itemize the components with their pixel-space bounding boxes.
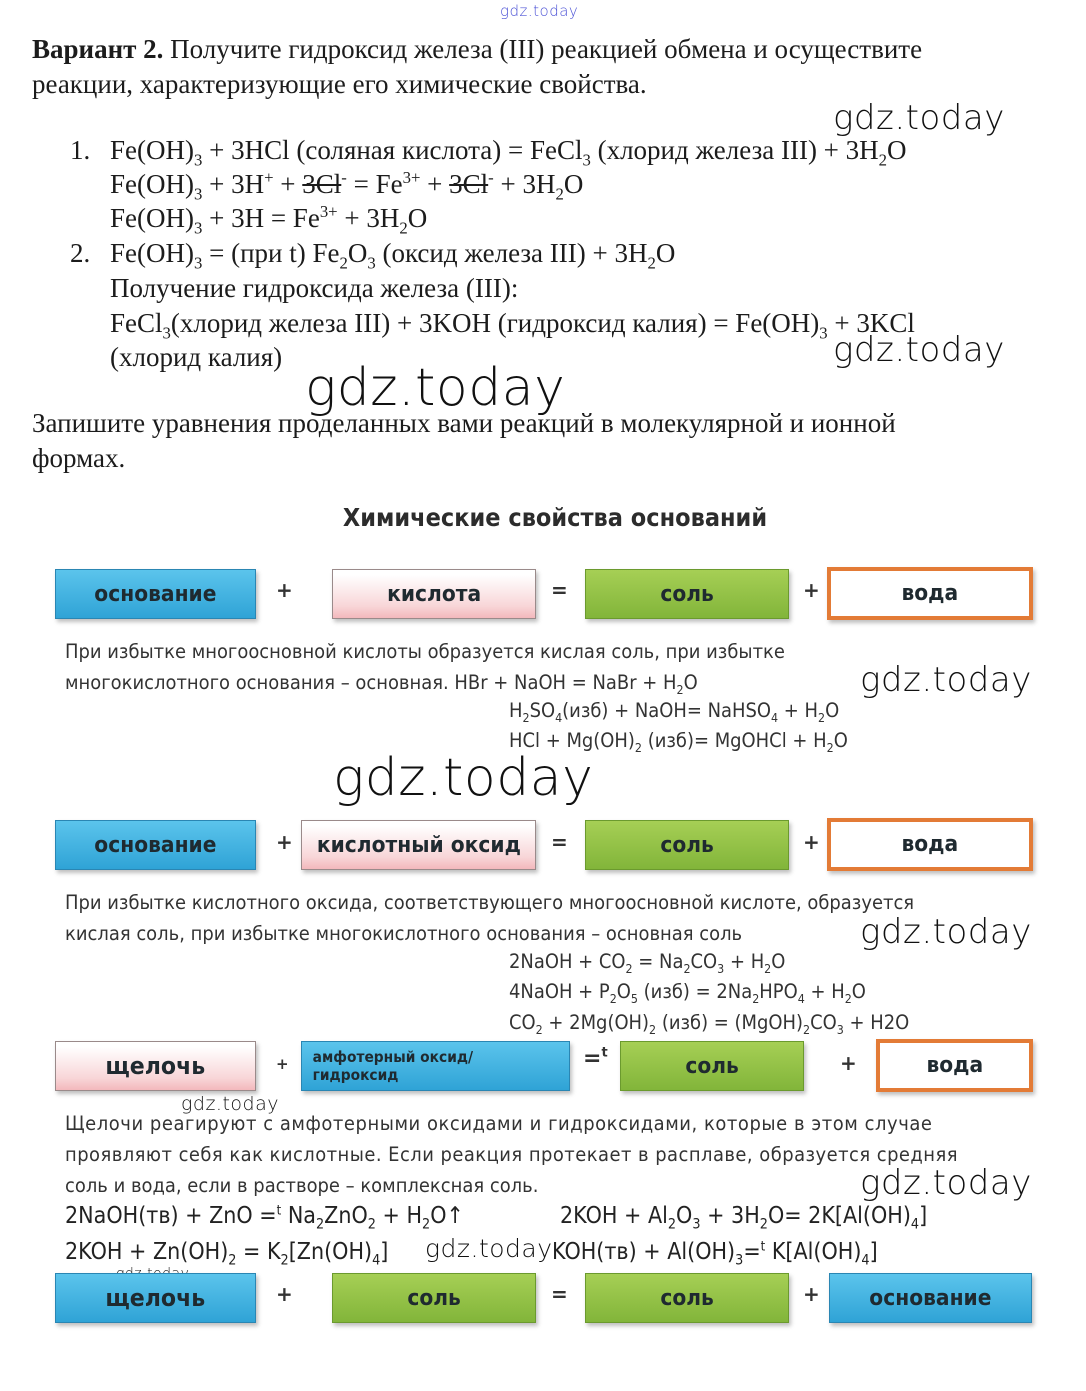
answer-number: 1. [70,135,91,165]
watermark: gdz.today [860,912,1032,952]
term-base: основание [55,569,256,619]
row3-description-line2: проявляют себя как кислотные. Если реакция протекает в расплаве, образуется средняя [65,1143,958,1166]
row2-equation-3: $CO_2 + 2Mg(OH)_2$ $(изб) = (MgOH)_2CO_3 + H2O$ [509,1011,910,1037]
row2-equation-2: 4NaOH + $P_2O_5$ $(изб) = 2Na_2HPO_4 + H_2O$ [509,980,866,1006]
row1-equation-2: $H_2SO_4(изб)$ + NaOH= NaHSO$_4$ + $H_2O$ [509,699,840,725]
answer-1-line-2: $Fe(OH)_3 + 3H^+ + 3Cl^- = Fe^{3+} + 3Cl^- + 3H_2O$ [110,168,584,204]
task-title [32,32,922,66]
watermark-top: gdz.today [500,2,579,20]
term-salt: соль [332,1273,536,1323]
term-base: основание [55,820,256,870]
plus-operator: + [276,1282,293,1306]
instruction-line1: Запишите уравнения проделанных вами реакций в молекулярной и ионной [32,408,896,438]
term-amphoteric: амфотерный оксид/гидроксид [301,1041,570,1091]
variant-label: Вариант 2. [32,34,164,64]
term-water: вода [827,818,1033,871]
row1-description-line2: многокислотного основания – основная. HBr + NaOH = NaBr + $H_2O$ [65,671,698,697]
watermark: gdz.today [860,1163,1032,1203]
row3-equation-2: $2KOH + Al_2O_3 + 3H_2O= 2K[Al(OH)_4]$ [560,1203,928,1233]
term-salt: соль [585,1273,789,1323]
equals-operator: = [551,1282,568,1306]
answer-2-line-4: (хлорид калия) [110,342,283,372]
watermark: gdz.today [833,98,1005,138]
task-text-line1: Получите гидроксид железа (III) реакцией обмена и осуществите [163,34,923,64]
plus-operator: + [840,1051,857,1075]
term-water: вода [876,1039,1033,1092]
watermark: gdz.today [425,1234,553,1263]
scheme-title: Химические свойства оснований [342,503,768,532]
term-salt: соль [620,1041,804,1091]
plus-operator: + [276,1055,289,1073]
row2-equation-1: 2NaOH + $CO_2 = Na_2CO_3 + H_2O$ [509,950,786,976]
row1-description-line1: При избытке многоосновной кислоты образуется кислая соль, при избытке [65,640,785,663]
term-salt: соль [585,820,789,870]
watermark-small: gdz.today [181,1093,279,1115]
equals-heat-operator: =$^t$ [583,1045,608,1071]
watermark-large: gdz.today [333,748,594,808]
term-salt: соль [585,569,789,619]
watermark: gdz.today [860,660,1032,700]
term-alkali: щелочь [55,1273,256,1323]
answer-2-line-1: 2. $Fe(OH)_3 = (при$ t) $Fe_2O_3$ (оксид железа $III) + 3H_2O$ [70,238,676,273]
answer-2-line-3: FeCl$_3$(хлорид железа III) + 3KOH (гидроксид калия) = $Fe(OH)_3 + 3KCl$ [110,308,915,343]
plus-operator: + [276,830,293,854]
term-acid-oxide: кислотный оксид [301,820,536,870]
equals-operator: = [551,578,568,602]
row3-equation-1: 2NaOH(тв) + ZnO =$^t$ $Na_2ZnO_2$ + $H_2O↑$ [65,1203,464,1233]
answer-number: 2. [70,238,91,268]
row2-description-line1: При избытке кислотного оксида, соответствующего многоосновной кислоте, образуется [65,891,915,914]
watermark: gdz.today [833,330,1005,370]
row2-description-line2: кислая соль, при избытке многокислотного основания – основная соль [65,922,743,945]
term-acid: кислота [332,569,536,619]
row3-description-line1: Щелочи реагируют с амфотерными оксидами и гидроксидами, которые в этом случае [65,1112,933,1135]
plus-operator: + [803,830,820,854]
plus-operator: + [276,578,293,602]
task-text-line2: реакции, характеризующие его химические свойства. [32,69,647,99]
row3-description-line3: соль и вода, если в растворе – комплексная соль. [65,1174,539,1197]
plus-operator: + [803,1282,820,1306]
answer-1-line-3: $Fe(OH)_3 + 3H = Fe^{3+} + 3H_2O$ [110,202,428,238]
answer-1-line-1: 1. $Fe(OH)_3 + 3HCl$ (соляная кислота) = FeCl$_3$ (хлорид железа $III) + 3H_2O$ [70,135,907,170]
row1-equation-3: HCl + $Mg(OH)_2$ (изб)= MgOHCl + $H_2O$ [509,729,848,755]
term-base: основание [829,1273,1032,1323]
row3-equation-4: $KOH(тв) + Al(OH)_3=^t$ $K[Al(OH)_4]$ [552,1239,878,1269]
watermark-large: gdz.today [305,358,566,418]
term-water: вода [827,567,1033,620]
answer-2-line-2: Получение гидроксида железа (III): [110,273,519,303]
plus-operator: + [803,578,820,602]
term-alkali: щелочь [55,1041,256,1091]
equals-operator: = [551,830,568,854]
instruction-line2: формах. [32,443,126,473]
row3-equation-3: $2KOH + Zn(OH)_2 = K_2[Zn(OH)_4]$ [65,1239,389,1269]
